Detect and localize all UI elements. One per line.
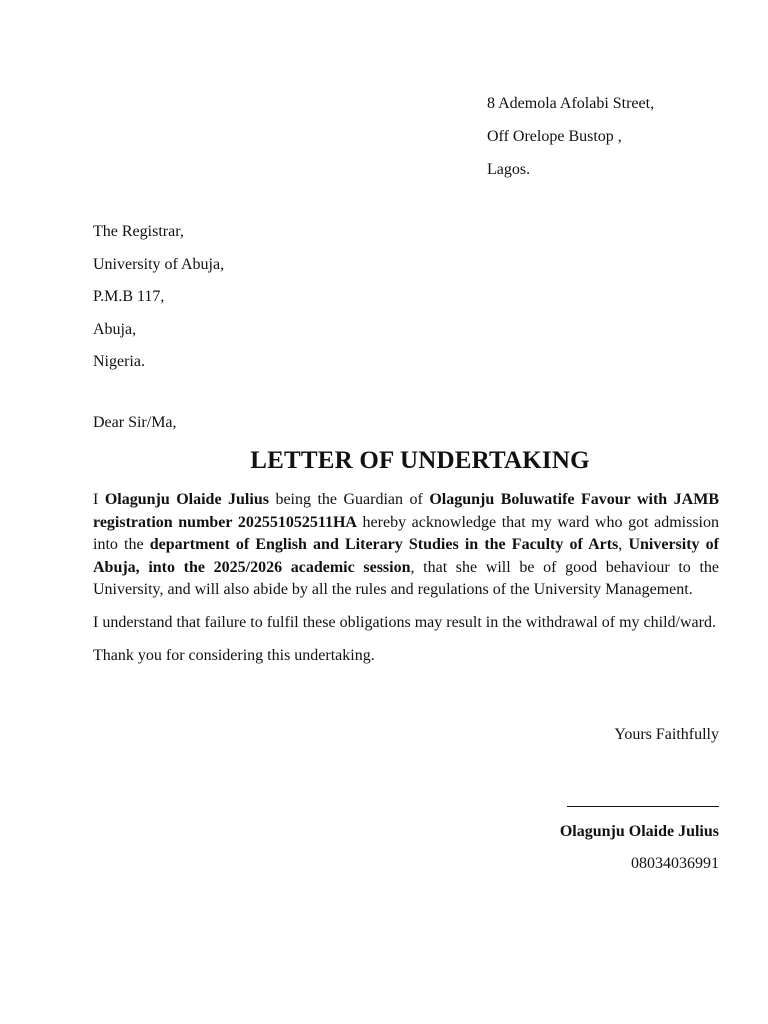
recipient-address-line: University of Abuja, [93,255,225,273]
text-run: I [93,491,105,508]
closing: Yours Faithfully [614,726,719,743]
recipient-address-line: The Registrar, [93,223,184,240]
sender-address-line: Off Orelope Bustop , [487,128,622,145]
body-paragraph-2: I understand that failure to fulfil these obligations may result in the withdrawal of my child/ward. [93,613,716,631]
letter-body [93,489,719,677]
salutation: Dear Sir/Ma, [93,414,177,431]
text-run: , that she will be of good behaviour to the University, and will also abide by all the rules and regulations of the University Management. [93,558,719,599]
department-name: department of English and Literary Studies in the Faculty of Arts [149,536,619,554]
guardian-name: Olagunju Olaide Julius [104,491,269,508]
signatory-phone: 08034036991 [631,855,719,872]
recipient-address-line: Abuja, [93,320,137,338]
body-paragraph-1 [93,489,719,602]
sender-address-line: 8 Ademola Afolabi Street, [487,95,655,112]
body-paragraph-3: Thank you for considering this undertaking. [93,646,375,664]
recipient-address [93,216,224,379]
ward-name-jamb: Olagunju Boluwatife Favour with JAMB registration number 202551052511HA [93,491,719,531]
text-run: , [618,536,629,554]
university-session: University of Abuja, into the 2025/2026 academic session [93,536,720,576]
text-run: being the Guardian of [268,491,430,508]
recipient-address-line: Nigeria. [93,353,145,370]
text-run: hereby acknowledge that my ward who got admission into the [93,513,720,554]
signature-line [567,806,719,807]
sender-address [487,87,654,186]
signatory-name: Olagunju Olaide Julius [559,823,719,840]
letter-title: LETTER OF UNDERTAKING [250,447,590,474]
sender-address-line: Lagos. [487,161,531,178]
recipient-address-line: P.M.B 117, [93,288,165,305]
